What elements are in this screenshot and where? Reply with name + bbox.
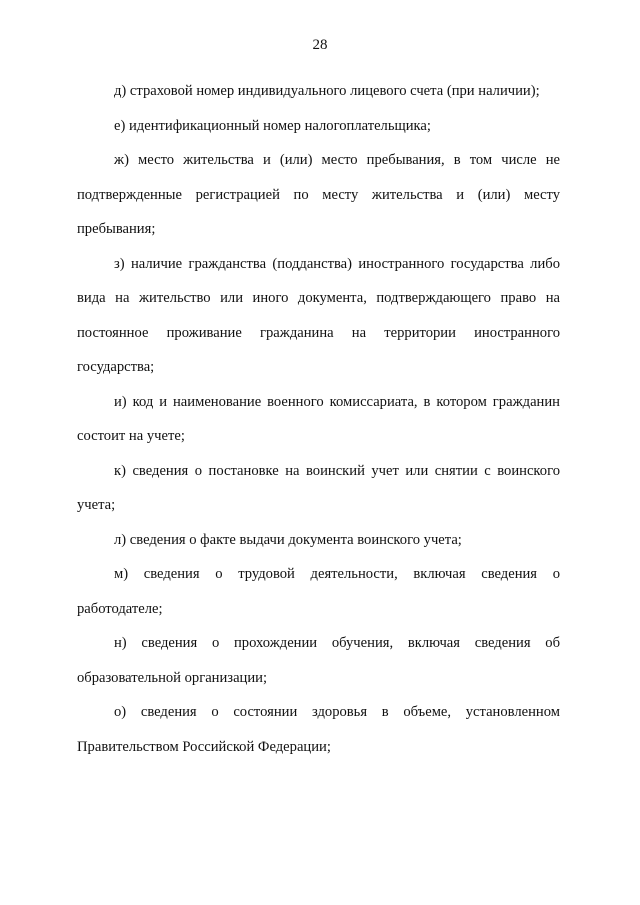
document-body bbox=[77, 74, 560, 764]
list-item-d: д) страховой номер индивидуального лицевого счета (при наличии); bbox=[114, 83, 540, 99]
list-item-z: з) наличие гражданства (подданства) иностранного государства либо вида на жительство или иного документа, подтверждающего право на постоянное проживание гражданина на территории иностранного государства; bbox=[77, 255, 560, 375]
list-item-l: л) сведения о факте выдачи документа воинского учета; bbox=[114, 531, 462, 548]
list-item-k: к) сведения о постановке на воинский учет или снятии с воинского учета; bbox=[77, 462, 560, 513]
list-item-n: н) сведения о прохождении обучения, включая сведения об образовательной организации; bbox=[77, 635, 560, 686]
list-item-i: и) код и наименование военного комиссариата, в котором гражданин состоит на учете; bbox=[77, 393, 560, 444]
page-number: 28 bbox=[312, 37, 328, 53]
list-item-o: о) сведения о состоянии здоровья в объеме, установленном Правительством Российской Федерации; bbox=[77, 704, 560, 755]
list-item-e: е) идентификационный номер налогоплательщика; bbox=[114, 117, 431, 134]
list-item-zh: ж) место жительства и (или) место пребывания, в том числе не подтвержденные регистрацией по месту жительства и (или) месту пребывания; bbox=[77, 152, 560, 237]
list-item-m: м) сведения о трудовой деятельности, включая сведения о работодателе; bbox=[77, 566, 560, 617]
